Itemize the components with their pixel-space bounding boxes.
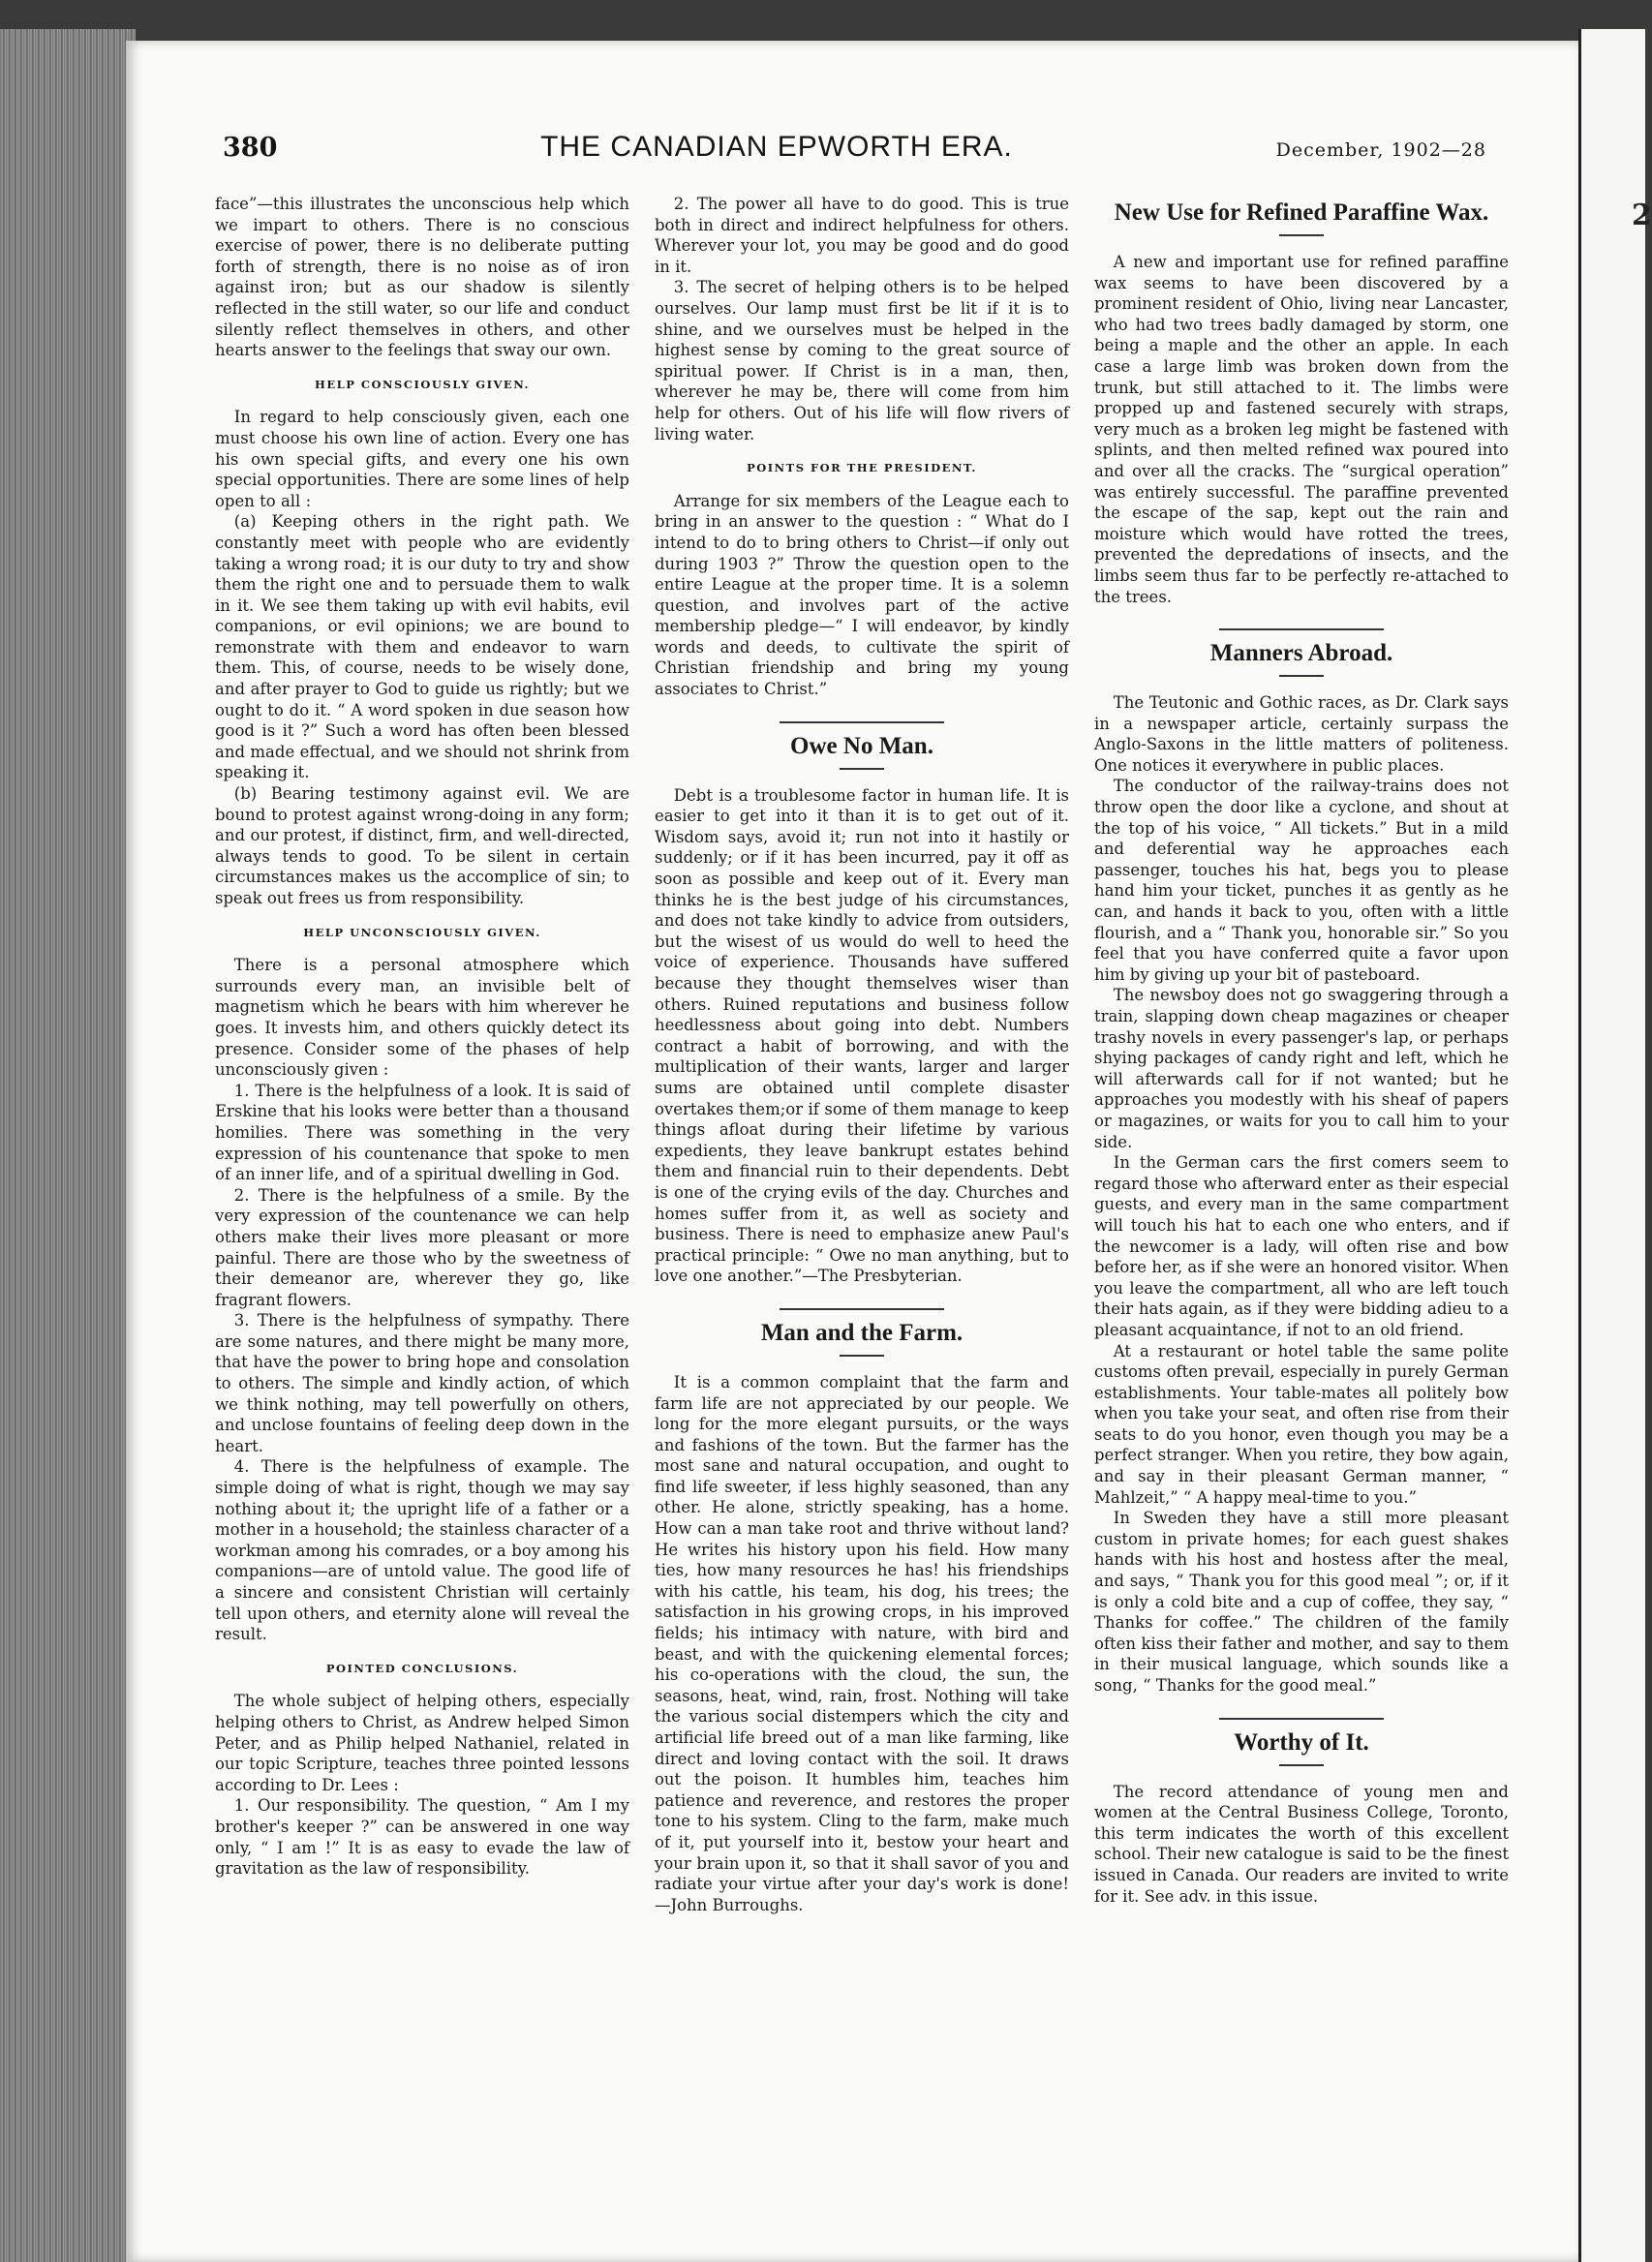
column-2: [655, 194, 1069, 1915]
headline-owe-no-man: Owe No Man.: [790, 732, 933, 759]
headline-worthy-of-it: Worthy of It.: [1234, 1728, 1369, 1756]
paragraph: In regard to help consciously given, each one must choose his own line of action. Every one has his own special gifts, and every one his own special opportunities. There are some lines of help open to all :: [215, 408, 629, 510]
paragraph: 3. The secret of helping others is to be helped ourselves. Our lamp must first be lit if it is to shine, and we ourselves must be helped in the highest sense by coming to the great source of spiritual power. If Christ is in a man, then, wherever he may be, there will come from him help for others. Out of his life will flow rivers of living water.: [655, 278, 1069, 443]
paragraph: In the German cars the first comers seem to regard those who afterward enter as their especial guests, and every man in the same compartment will touch his hat to each one who enters, and if the newcomer is a lady, will often rise and bow before her, as if she were an honored visitor. When you leave the compartment, all who are left touch their hats again, as if they were bidding adieu to a pleasant acquaintance, if not to an old friend.: [1094, 1153, 1509, 1339]
section-divider: [780, 721, 944, 723]
subheading-pointed-conclusions: POINTED CONCLUSIONS.: [325, 1661, 519, 1675]
paragraph: A new and important use for refined paraffine wax seems to have been discovered by a prominent resident of Ohio, living near Lancaster, who had two trees badly damaged by storm, one being a maple and the other an apple. In each case a large limb was broken down from the trunk, but still attached to it. The limbs were propped up and fastened securely with straps, very much as a broken leg might be fastened with splints, and then melted refined wax poured into and over all the cracks. The “surgical operation” was entirely successful. The paraffine prevented the escape of the sap, kept out the rain and moisture which would have rotted the trees, prevented the depredations of insects, and the limbs seem thus far to be perfectly re-attached to the trees.: [1094, 253, 1509, 606]
paragraph: The conductor of the railway-trains does not throw open the door like a cyclone, and shout at the top of his voice, “ All tickets.” But in a mild and deferential way he approaches each passenger, touches his hat, begs you to please hand him your ticket, punches it as gently as he can, and hands it back to you, often with a little flourish, and a “ Thank you, honorable sir.” So you feel that you have conferred quite a favor upon him by giving up your bit of pasteboard.: [1094, 777, 1509, 984]
book-binding-edge: [0, 29, 136, 2262]
paragraph: (b) Bearing testimony against evil. We are bound to protest against wrong-doing in any form; and our protest, if distinct, firm, and well-directed, always tends to good. To be silent in certain circumstances makes us the accomplice of sin; to speak out frees us from responsibility.: [215, 784, 629, 907]
paragraph: 2. The power all have to do good. This is true both in direct and indirect helpfulness for others. Wherever your lot, you may be good and do good in it.: [655, 195, 1069, 276]
headline-refined-paraffine-wax: New Use for Refined Paraffine Wax.: [1114, 199, 1489, 226]
paragraph: Debt is a troublesome factor in human life. It is easier to get into it than it is to get out of it. Wisdom says, avoid it; run not into it hastily or suddenly; or if it has been incurred, pay it off as soon as possible and keep out of it. Every man thinks he is the best judge of his circumstances, and does not take kindly to advice from outsiders, but the wisest of us would do well to heed the voice of experience. Thousands have suffered because they thought themselves wiser than others. Ruined reputations and business follow heedlessness about going into debt. Numbers contract a habit of borrowing, and with the multiplication of their wants, larger and larger sums are obtained until complete disaster overtakes them;or if some of them manage to keep things afloat during their lifetime by various expedients, they leave bankrupt estates behind them and financial ruin to their dependents. Debt is one of the crying evils of the day. Churches and homes suffer from it, as well as society and business. There is need to emphasize anew Paul's practical principle: “ Owe no man anything, but to love one another.”—The Presbyterian.: [655, 785, 1069, 1286]
column-3: [1094, 194, 1509, 1907]
paragraph: At a restaurant or hotel table the same polite customs often prevail, especially in purely German establishments. Your table-mates all politely bow when you take your seat, and often rise from their seats to do you honor, even though you may be a perfect stranger. When you retire, they bow again, and say in their pleasant German manner, “ Mahlzeit,” “ A happy meal-time to you.”: [1094, 1341, 1509, 1507]
paragraph: 3. There is the helpfulness of sympathy. There are some natures, and there might be many more, that have the power to bring hope and consolation to others. The simple and kindly action, of which we think nothing, may tell powerfully on others, and unclose fountains of feeling deep down in the heart.: [215, 1311, 629, 1455]
paragraph: Arrange for six members of the League each to bring in an answer to the question : “ What do I intend to do to bring others to Christ—if only out during 1903 ?” Throw the question open to the entire League at the proper time. It is a solemn question, and involves part of the active membership pledge—“ I will endeavor, by kindly words and deeds, to cultivate the spirit of Christian friendship and bring my young associates to Christ.”: [655, 491, 1069, 699]
facing-page-edge: [1578, 29, 1645, 2262]
paragraph: There is a personal atmosphere which surrounds every man, an invisible belt of magnetism which he bears with him wherever he goes. It invests him, and others quickly detect its presence. Consider some of the phases of help unconsciously given :: [215, 956, 629, 1080]
section-divider: [1219, 1718, 1384, 1720]
paragraph: face”—this illustrates the unconscious help which we impart to others. There is no conscious exercise of power, there is no deliberate putting forth of strength, there is no noise as of iron against iron; but as our shadow is silently reflected in the still water, so our life and conduct silently reflect themselves in others, and other hearts answer to the feelings that sway our own.: [215, 195, 629, 360]
section-divider: [1219, 628, 1384, 630]
paragraph: 1. Our responsibility. The question, “ Am I my brother's keeper ?” can be answered in one way only, “ I am !” It is as easy to evade the law of gravitation as the law of responsibility.: [215, 1796, 629, 1879]
headline-rule: [1279, 675, 1324, 677]
facing-page-glyph: 2: [1632, 199, 1652, 232]
paragraph: In Sweden they have a still more pleasant custom in private homes; for each guest shakes hands with his host and hostess after the meal, and says, “ Thank you for this good meal ”; or, if it is only a cold bite and a cup of coffee, they say, “ Thanks for coffee.” The children of the family often kiss their father and mother, and say to them in their musical language, which sounds like a song, “ Thanks for the good meal.”: [1094, 1509, 1509, 1695]
subheading-help-unconsciously-given: HELP UNCONSCIOUSLY GIVEN.: [303, 925, 541, 939]
headline-rule: [840, 1355, 884, 1357]
paragraph: The Teutonic and Gothic races, as Dr. Clark says in a newspaper article, certainly surpass the Anglo-Saxons in the little matters of politeness. One notices it everywhere in public places.: [1094, 693, 1509, 775]
subheading-points-for-the-president: POINTS FOR THE PRESIDENT.: [747, 461, 977, 475]
paragraph: It is a common complaint that the farm and farm life are not appreciated by our people. We long for the more elegant pursuits, or the ways and fashions of the town. But the farmer has the most sane and natural occupation, and ought to find life sweeter, if less highly seasoned, than any other. He alone, strictly speaking, has a home. How can a man take root and thrive without land? He writes his history upon his field. How many ties, how many resources he has! his friendships with his cattle, his team, his dog, his trees; the satisfaction in his growing crops, in his improved fields; his intimacy with nature, with bird and beast, and with the quickening elemental forces; his co-operations with the cloud, the sun, the seasons, heat, wind, rain, frost. Nothing will take the various social distempers which the city and artificial life breed out of a man like farming, like direct and loving contact with the soil. It draws out the poison. It humbles him, teaches him patience and reverence, and restores the proper tone to his system. Cling to the farm, make much of it, put yourself into it, bestow your heart and your brain upon it, so that it shall savor of you and radiate your virtue after your day's work is done!—John Burroughs.: [655, 1372, 1069, 1914]
headline-manners-abroad: Manners Abroad.: [1209, 640, 1393, 667]
paragraph: The newsboy does not go swaggering through a train, slapping down cheap magazines or cheaper trashy novels in every passenger's lap, or perhaps shying packages of candy right and left, which he will afterwards call for if not wanted; but he approaches you modestly with his sheaf of papers or magazines, or waits for you to call him to your side.: [1094, 986, 1509, 1151]
subheading-help-consciously-given: HELP CONSCIOUSLY GIVEN.: [315, 377, 530, 391]
paragraph: 2. There is the helpfulness of a smile. By the very expression of the countenance we can help others make their lives more pleasant or more painful. There are those who by the sweetness of their demeanor are, wherever they go, like fragrant flowers.: [215, 1185, 629, 1309]
page-header: [223, 131, 1486, 169]
paragraph: 1. There is the helpfulness of a look. It is said of Erskine that his looks were better than a thousand homilies. There was something in the very expression of his countenance that spoke to men of an inner life, and of a spiritual dwelling in God.: [215, 1081, 629, 1184]
paragraph: The whole subject of helping others, especially helping others to Christ, as Andrew helped Simon Peter, and as Philip helped Nathaniel, related in our topic Scripture, teaches three pointed lessons according to Dr. Lees :: [215, 1692, 629, 1794]
paragraph: The record attendance of young men and women at the Central Business College, Toronto, this term indicates the worth of this excellent school. Their new catalogue is said to be the finest issued in Canada. Our readers are invited to write for it. See adv. in this issue.: [1094, 1782, 1509, 1906]
section-divider: [780, 1308, 944, 1310]
headline-rule: [1279, 234, 1324, 236]
publication-title: THE CANADIAN EPWORTH ERA.: [540, 131, 1013, 163]
headline-rule: [840, 768, 884, 770]
headline-man-and-the-farm: Man and the Farm.: [760, 1319, 964, 1346]
page-number: 380: [223, 133, 278, 163]
headline-rule: [1279, 1764, 1324, 1766]
paragraph: 4. There is the helpfulness of example. The simple doing of what is right, though we may say nothing about it; the upright life of a father or a mother in a household; the stainless character of a workman among his comrades, or a boy among his companions—are of untold value. The good life of a sincere and consistent Christian will certainly tell upon others, and eternity alone will reveal the result.: [215, 1457, 629, 1644]
paragraph: (a) Keeping others in the right path. We constantly meet with people who are evidently taking a wrong road; it is our duty to try and show them the right one and to persuade them to walk in it. We see them taking up with evil habits, evil companions, or evil opinions; we are bound to remonstrate with them and endeavor to warn them. This, of course, needs to be wisely done, and after prayer to God to guide us rightly; but we ought to do it. “ A word spoken in due season how good is it ?” Such a word has often been blessed and made effectual, and we should not shrink from speaking it.: [215, 512, 629, 782]
column-1: [215, 194, 629, 1880]
issue-date: December, 1902—28: [1275, 139, 1486, 161]
